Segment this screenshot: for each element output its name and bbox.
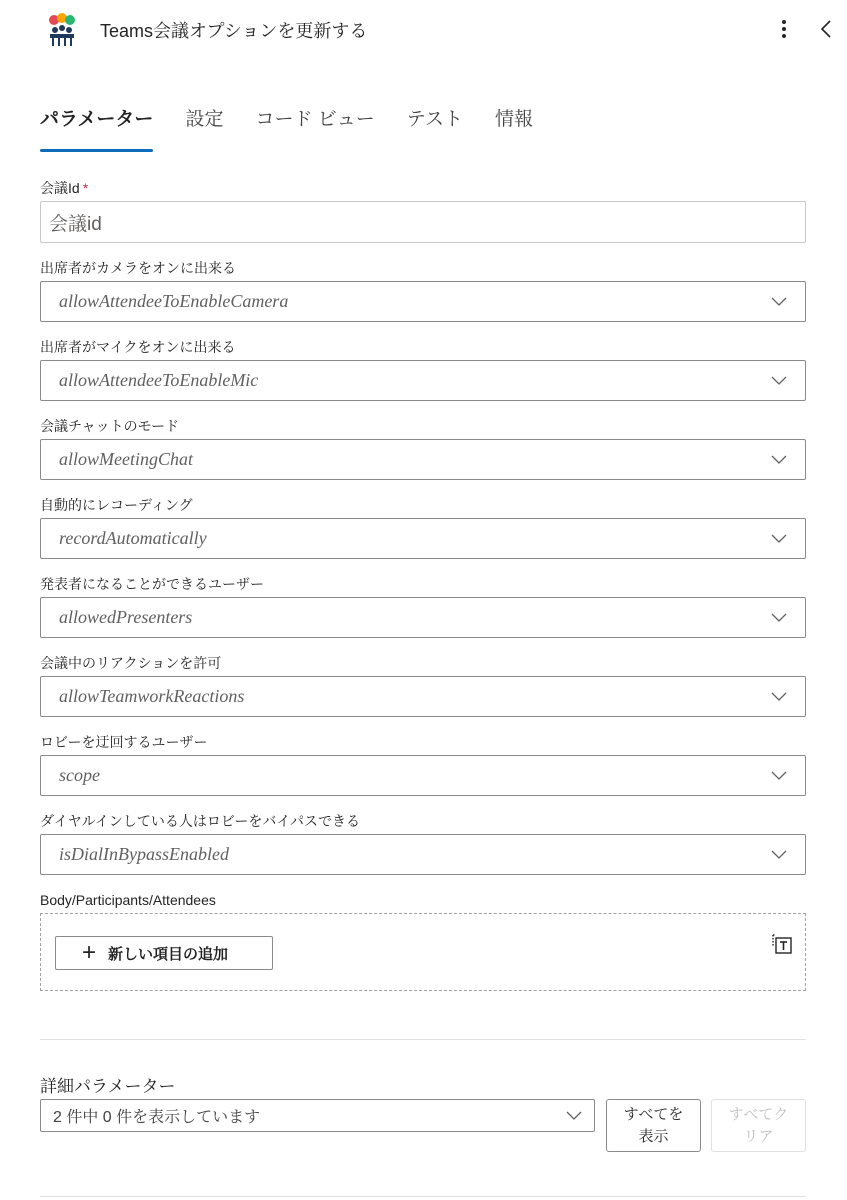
attendees-array-box [40,913,806,991]
presenters-field [40,574,806,638]
camera-dropdown-value: allowAttendeeToEnableCamera [59,291,289,311]
tab-test[interactable]: テスト [406,109,463,130]
reactions-field [40,653,806,717]
mic-dropdown[interactable] [40,360,806,401]
chat-dropdown[interactable] [40,439,806,480]
presenters-dropdown[interactable] [40,597,806,638]
chat-field [40,416,806,480]
lobby-bypass-field [40,732,806,796]
dialin-dropdown-value: isDialInBypassEnabled [59,844,229,864]
tab-bar [40,104,565,150]
reactions-dropdown-value: allowTeamworkReactions [59,686,245,706]
camera-label: 出席者がカメラをオンに出来る [40,260,236,276]
advanced-parameters-dropdown[interactable] [40,1099,595,1132]
record-dropdown[interactable] [40,518,806,559]
record-field [40,495,806,559]
required-mark: * [82,180,89,196]
page-title: Teams会議オプションを更新する [100,21,368,41]
dialin-field [40,811,806,875]
chat-label: 会議チャットのモード [40,418,180,434]
tab-about[interactable]: 情報 [494,109,533,130]
mic-field [40,337,806,401]
camera-dropdown[interactable] [40,281,806,322]
clear-all-button[interactable]: すべてク リア [711,1099,806,1152]
chevron-down-icon [771,376,787,386]
tab-parameters[interactable]: パラメーター [40,104,153,150]
more-options-button[interactable] [772,14,796,44]
record-label: 自動的にレコーディング [40,497,193,513]
add-new-item-button[interactable] [55,936,273,970]
reactions-label: 会議中のリアクションを許可 [40,655,222,671]
reactions-dropdown[interactable] [40,676,806,717]
lobby-bypass-label: ロビーを迂回するユーザー [40,734,208,750]
dialin-dropdown[interactable] [40,834,806,875]
divider [40,1196,806,1197]
tab-code-view[interactable]: コード ビュー [255,109,375,130]
chevron-down-icon [771,692,787,702]
advanced-dropdown-value: 2 件中 0 件を表示しています [53,1109,261,1126]
more-vertical-icon [781,19,787,39]
chevron-down-icon [771,455,787,465]
plus-icon: + [82,939,97,966]
chevron-down-icon [771,850,787,860]
record-dropdown-value: recordAutomatically [59,528,207,548]
switch-to-text-mode-icon[interactable] [771,932,795,956]
show-all-button[interactable]: すべてを 表示 [606,1099,701,1152]
divider [40,1039,806,1040]
attendees-field [40,890,806,991]
teams-meeting-app-icon [44,12,80,48]
collapse-panel-button[interactable] [814,14,838,44]
presenters-dropdown-value: allowedPresenters [59,607,193,627]
presenters-label: 発表者になることができるユーザー [40,576,264,592]
tab-settings[interactable]: 設定 [185,109,224,130]
chevron-down-icon [566,1111,582,1121]
chevron-down-icon [771,534,787,544]
chevron-down-icon [771,613,787,623]
meeting-id-input[interactable]: 会議id [40,201,806,243]
add-new-item-label: 新しい項目の追加 [108,945,229,963]
chat-dropdown-value: allowMeetingChat [59,449,193,469]
camera-field [40,258,806,322]
lobby-bypass-dropdown[interactable] [40,755,806,796]
chevron-down-icon [771,297,787,307]
dialin-label: ダイヤルインしている人はロビーをバイパスできる [40,813,361,829]
meeting-id-label: 会議Id [40,180,80,196]
lobby-bypass-dropdown-value: scope [59,765,100,785]
chevron-left-icon [820,19,832,39]
parameters-form [40,178,806,991]
meeting-id-field [40,178,806,243]
header [0,0,847,60]
advanced-parameters-label: 詳細パラメーター [40,1077,176,1096]
mic-dropdown-value: allowAttendeeToEnableMic [59,370,259,390]
attendees-label: Body/Participants/Attendees [40,892,216,908]
chevron-down-icon [771,771,787,781]
mic-label: 出席者がマイクをオンに出来る [40,339,236,355]
